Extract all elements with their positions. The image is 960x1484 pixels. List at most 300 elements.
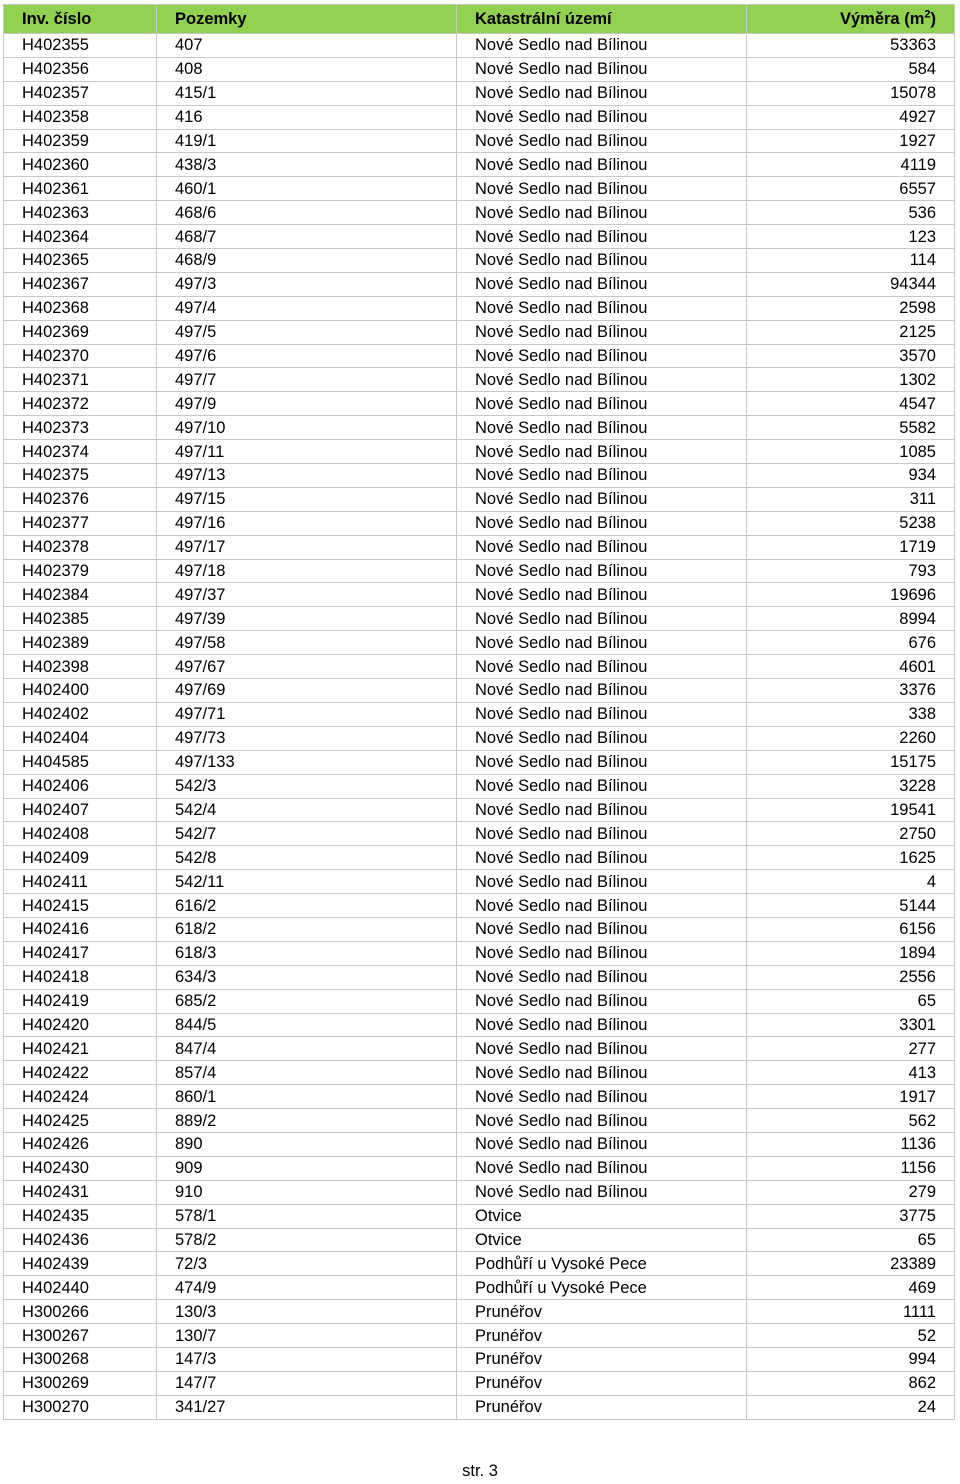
cell-katastralni-uzemi: Nové Sedlo nad Bílinou bbox=[457, 774, 747, 798]
cell-vymera: 123 bbox=[747, 225, 955, 249]
cell-katastralni-uzemi: Nové Sedlo nad Bílinou bbox=[457, 225, 747, 249]
table-row bbox=[4, 105, 955, 129]
cell-vymera: 994 bbox=[747, 1347, 955, 1371]
cell-katastralni-uzemi: Nové Sedlo nad Bílinou bbox=[457, 607, 747, 631]
cell-katastralni-uzemi: Nové Sedlo nad Bílinou bbox=[457, 1061, 747, 1085]
cell-vymera: 469 bbox=[747, 1276, 955, 1300]
cell-pozemky: 497/13 bbox=[157, 464, 457, 488]
cell-katastralni-uzemi: Nové Sedlo nad Bílinou bbox=[457, 320, 747, 344]
header-row bbox=[4, 5, 955, 34]
cell-katastralni-uzemi: Nové Sedlo nad Bílinou bbox=[457, 1013, 747, 1037]
table-row bbox=[4, 774, 955, 798]
table-row bbox=[4, 798, 955, 822]
table-row bbox=[4, 655, 955, 679]
cell-katastralni-uzemi: Nové Sedlo nad Bílinou bbox=[457, 81, 747, 105]
cell-vymera: 15078 bbox=[747, 81, 955, 105]
cell-pozemky: 889/2 bbox=[157, 1109, 457, 1133]
cell-pozemky: 497/9 bbox=[157, 392, 457, 416]
cell-katastralni-uzemi: Nové Sedlo nad Bílinou bbox=[457, 583, 747, 607]
table-row bbox=[4, 1371, 955, 1395]
cell-vymera: 1927 bbox=[747, 129, 955, 153]
table-row bbox=[4, 1180, 955, 1204]
cell-katastralni-uzemi: Nové Sedlo nad Bílinou bbox=[457, 487, 747, 511]
table-row bbox=[4, 129, 955, 153]
cell-pozemky: 497/11 bbox=[157, 440, 457, 464]
table-row bbox=[4, 535, 955, 559]
cell-inv-cislo: H402389 bbox=[4, 631, 157, 655]
cell-katastralni-uzemi: Nové Sedlo nad Bílinou bbox=[457, 726, 747, 750]
table-row bbox=[4, 153, 955, 177]
cell-pozemky: 497/15 bbox=[157, 487, 457, 511]
cell-vymera: 2260 bbox=[747, 726, 955, 750]
cell-inv-cislo: H402373 bbox=[4, 416, 157, 440]
cell-vymera: 52 bbox=[747, 1324, 955, 1348]
table-row bbox=[4, 296, 955, 320]
cell-inv-cislo: H402370 bbox=[4, 344, 157, 368]
cell-inv-cislo: H402376 bbox=[4, 487, 157, 511]
cell-vymera: 15175 bbox=[747, 750, 955, 774]
cell-katastralni-uzemi: Nové Sedlo nad Bílinou bbox=[457, 34, 747, 58]
cell-inv-cislo: H402407 bbox=[4, 798, 157, 822]
table-row bbox=[4, 750, 955, 774]
table-row bbox=[4, 81, 955, 105]
table-row bbox=[4, 487, 955, 511]
table-row bbox=[4, 1085, 955, 1109]
table-row bbox=[4, 1228, 955, 1252]
cell-pozemky: 72/3 bbox=[157, 1252, 457, 1276]
table-row bbox=[4, 511, 955, 535]
cell-inv-cislo: H402418 bbox=[4, 965, 157, 989]
cell-vymera: 793 bbox=[747, 559, 955, 583]
cell-vymera: 8994 bbox=[747, 607, 955, 631]
table-row bbox=[4, 1132, 955, 1156]
cell-pozemky: 890 bbox=[157, 1132, 457, 1156]
cell-pozemky: 415/1 bbox=[157, 81, 457, 105]
cell-vymera: 676 bbox=[747, 631, 955, 655]
table-row bbox=[4, 368, 955, 392]
cell-pozemky: 474/9 bbox=[157, 1276, 457, 1300]
cell-katastralni-uzemi: Nové Sedlo nad Bílinou bbox=[457, 368, 747, 392]
table-row bbox=[4, 320, 955, 344]
cell-vymera: 65 bbox=[747, 1228, 955, 1252]
cell-vymera: 1917 bbox=[747, 1085, 955, 1109]
cell-inv-cislo: H402435 bbox=[4, 1204, 157, 1228]
cell-pozemky: 497/7 bbox=[157, 368, 457, 392]
cell-inv-cislo: H402425 bbox=[4, 1109, 157, 1133]
table-row bbox=[4, 607, 955, 631]
table-row bbox=[4, 440, 955, 464]
cell-inv-cislo: H402411 bbox=[4, 870, 157, 894]
cell-katastralni-uzemi: Nové Sedlo nad Bílinou bbox=[457, 392, 747, 416]
cell-vymera: 562 bbox=[747, 1109, 955, 1133]
cell-inv-cislo: H402431 bbox=[4, 1180, 157, 1204]
cell-pozemky: 468/6 bbox=[157, 201, 457, 225]
cell-pozemky: 497/5 bbox=[157, 320, 457, 344]
table-row bbox=[4, 1395, 955, 1419]
cell-pozemky: 542/8 bbox=[157, 846, 457, 870]
cell-inv-cislo: H402358 bbox=[4, 105, 157, 129]
page-number: str. 3 bbox=[462, 1462, 498, 1480]
table-row bbox=[4, 272, 955, 296]
cell-vymera: 19696 bbox=[747, 583, 955, 607]
table-row bbox=[4, 1037, 955, 1061]
cell-inv-cislo: H402439 bbox=[4, 1252, 157, 1276]
cell-inv-cislo: H402360 bbox=[4, 153, 157, 177]
table-row bbox=[4, 1109, 955, 1133]
cell-katastralni-uzemi: Nové Sedlo nad Bílinou bbox=[457, 989, 747, 1013]
cell-inv-cislo: H402417 bbox=[4, 941, 157, 965]
cell-inv-cislo: H402404 bbox=[4, 726, 157, 750]
cell-vymera: 2556 bbox=[747, 965, 955, 989]
cell-pozemky: 618/2 bbox=[157, 917, 457, 941]
cell-pozemky: 844/5 bbox=[157, 1013, 457, 1037]
cell-katastralni-uzemi: Nové Sedlo nad Bílinou bbox=[457, 894, 747, 918]
table-row bbox=[4, 989, 955, 1013]
cell-pozemky: 497/3 bbox=[157, 272, 457, 296]
cell-vymera: 3570 bbox=[747, 344, 955, 368]
cell-inv-cislo: H402361 bbox=[4, 177, 157, 201]
cell-inv-cislo: H402355 bbox=[4, 34, 157, 58]
cell-pozemky: 616/2 bbox=[157, 894, 457, 918]
table-row bbox=[4, 177, 955, 201]
cell-vymera: 4601 bbox=[747, 655, 955, 679]
cell-pozemky: 468/7 bbox=[157, 225, 457, 249]
cell-inv-cislo: H404585 bbox=[4, 750, 157, 774]
cell-vymera: 5582 bbox=[747, 416, 955, 440]
cell-katastralni-uzemi: Nové Sedlo nad Bílinou bbox=[457, 416, 747, 440]
cell-inv-cislo: H402398 bbox=[4, 655, 157, 679]
cell-katastralni-uzemi: Nové Sedlo nad Bílinou bbox=[457, 631, 747, 655]
cell-inv-cislo: H402419 bbox=[4, 989, 157, 1013]
cell-pozemky: 147/7 bbox=[157, 1371, 457, 1395]
header-vymera-close: ) bbox=[930, 9, 936, 28]
cell-inv-cislo: H402421 bbox=[4, 1037, 157, 1061]
cell-pozemky: 438/3 bbox=[157, 153, 457, 177]
table-row bbox=[4, 702, 955, 726]
table-row bbox=[4, 464, 955, 488]
cell-vymera: 413 bbox=[747, 1061, 955, 1085]
cell-katastralni-uzemi: Nové Sedlo nad Bílinou bbox=[457, 344, 747, 368]
table-row bbox=[4, 201, 955, 225]
cell-katastralni-uzemi: Nové Sedlo nad Bílinou bbox=[457, 272, 747, 296]
table-row bbox=[4, 1324, 955, 1348]
cell-inv-cislo: H402430 bbox=[4, 1156, 157, 1180]
cell-vymera: 3228 bbox=[747, 774, 955, 798]
cell-inv-cislo: H402384 bbox=[4, 583, 157, 607]
cell-katastralni-uzemi: Podhůří u Vysoké Pece bbox=[457, 1276, 747, 1300]
cell-pozemky: 542/4 bbox=[157, 798, 457, 822]
cell-pozemky: 147/3 bbox=[157, 1347, 457, 1371]
cell-pozemky: 578/2 bbox=[157, 1228, 457, 1252]
cell-vymera: 4 bbox=[747, 870, 955, 894]
cell-vymera: 24 bbox=[747, 1395, 955, 1419]
header-vymera bbox=[747, 5, 955, 34]
cell-katastralni-uzemi: Podhůří u Vysoké Pece bbox=[457, 1252, 747, 1276]
cell-vymera: 19541 bbox=[747, 798, 955, 822]
header-katastralni-uzemi: Katastrální území bbox=[457, 5, 747, 34]
cell-katastralni-uzemi: Nové Sedlo nad Bílinou bbox=[457, 153, 747, 177]
cell-vymera: 53363 bbox=[747, 34, 955, 58]
cell-pozemky: 497/58 bbox=[157, 631, 457, 655]
cell-pozemky: 578/1 bbox=[157, 1204, 457, 1228]
cell-pozemky: 497/10 bbox=[157, 416, 457, 440]
cell-vymera: 277 bbox=[747, 1037, 955, 1061]
cell-vymera: 5144 bbox=[747, 894, 955, 918]
cell-pozemky: 468/9 bbox=[157, 249, 457, 273]
cell-katastralni-uzemi: Nové Sedlo nad Bílinou bbox=[457, 1085, 747, 1109]
cell-inv-cislo: H402426 bbox=[4, 1132, 157, 1156]
cell-katastralni-uzemi: Nové Sedlo nad Bílinou bbox=[457, 822, 747, 846]
cell-katastralni-uzemi: Nové Sedlo nad Bílinou bbox=[457, 296, 747, 320]
cell-katastralni-uzemi: Prunéřov bbox=[457, 1371, 747, 1395]
cell-katastralni-uzemi: Nové Sedlo nad Bílinou bbox=[457, 440, 747, 464]
cell-katastralni-uzemi: Prunéřov bbox=[457, 1347, 747, 1371]
cell-vymera: 1625 bbox=[747, 846, 955, 870]
table-row bbox=[4, 34, 955, 58]
cell-pozemky: 497/71 bbox=[157, 702, 457, 726]
cell-pozemky: 542/3 bbox=[157, 774, 457, 798]
cell-inv-cislo: H402402 bbox=[4, 702, 157, 726]
cell-vymera: 1719 bbox=[747, 535, 955, 559]
cell-vymera: 862 bbox=[747, 1371, 955, 1395]
table-row bbox=[4, 57, 955, 81]
cell-katastralni-uzemi: Nové Sedlo nad Bílinou bbox=[457, 655, 747, 679]
table-row bbox=[4, 1061, 955, 1085]
cell-vymera: 536 bbox=[747, 201, 955, 225]
cell-inv-cislo: H402357 bbox=[4, 81, 157, 105]
cell-katastralni-uzemi: Otvice bbox=[457, 1228, 747, 1252]
cell-pozemky: 407 bbox=[157, 34, 457, 58]
cell-vymera: 4547 bbox=[747, 392, 955, 416]
cell-vymera: 4927 bbox=[747, 105, 955, 129]
cell-vymera: 1136 bbox=[747, 1132, 955, 1156]
cell-katastralni-uzemi: Nové Sedlo nad Bílinou bbox=[457, 965, 747, 989]
cell-pozemky: 130/3 bbox=[157, 1300, 457, 1324]
header-inv-cislo: Inv. číslo bbox=[4, 5, 157, 34]
cell-inv-cislo: H402416 bbox=[4, 917, 157, 941]
cell-katastralni-uzemi: Nové Sedlo nad Bílinou bbox=[457, 1037, 747, 1061]
cell-vymera: 1085 bbox=[747, 440, 955, 464]
cell-katastralni-uzemi: Nové Sedlo nad Bílinou bbox=[457, 679, 747, 703]
cell-pozemky: 542/11 bbox=[157, 870, 457, 894]
cell-vymera: 114 bbox=[747, 249, 955, 273]
table-row bbox=[4, 392, 955, 416]
cell-inv-cislo: H402420 bbox=[4, 1013, 157, 1037]
cell-katastralni-uzemi: Nové Sedlo nad Bílinou bbox=[457, 941, 747, 965]
cell-pozemky: 497/67 bbox=[157, 655, 457, 679]
cell-pozemky: 909 bbox=[157, 1156, 457, 1180]
cell-katastralni-uzemi: Nové Sedlo nad Bílinou bbox=[457, 129, 747, 153]
cell-vymera: 1156 bbox=[747, 1156, 955, 1180]
table-row bbox=[4, 1204, 955, 1228]
cell-pozemky: 497/133 bbox=[157, 750, 457, 774]
cell-katastralni-uzemi: Nové Sedlo nad Bílinou bbox=[457, 177, 747, 201]
cell-inv-cislo: H402436 bbox=[4, 1228, 157, 1252]
cell-vymera: 6557 bbox=[747, 177, 955, 201]
cell-vymera: 584 bbox=[747, 57, 955, 81]
cell-vymera: 3775 bbox=[747, 1204, 955, 1228]
cell-vymera: 2125 bbox=[747, 320, 955, 344]
table-row bbox=[4, 870, 955, 894]
cell-katastralni-uzemi: Prunéřov bbox=[457, 1395, 747, 1419]
cell-katastralni-uzemi: Nové Sedlo nad Bílinou bbox=[457, 917, 747, 941]
cell-pozemky: 341/27 bbox=[157, 1395, 457, 1419]
table-row bbox=[4, 631, 955, 655]
cell-pozemky: 497/37 bbox=[157, 583, 457, 607]
cell-vymera: 279 bbox=[747, 1180, 955, 1204]
table-row bbox=[4, 1276, 955, 1300]
cell-vymera: 934 bbox=[747, 464, 955, 488]
cell-katastralni-uzemi: Nové Sedlo nad Bílinou bbox=[457, 870, 747, 894]
cell-inv-cislo: H402368 bbox=[4, 296, 157, 320]
header-vymera-label: Výměra (m bbox=[839, 9, 925, 28]
table-row bbox=[4, 894, 955, 918]
cell-pozemky: 497/16 bbox=[157, 511, 457, 535]
cell-katastralni-uzemi: Nové Sedlo nad Bílinou bbox=[457, 846, 747, 870]
cell-vymera: 1111 bbox=[747, 1300, 955, 1324]
table-row bbox=[4, 416, 955, 440]
cell-inv-cislo: H402408 bbox=[4, 822, 157, 846]
cell-katastralni-uzemi: Otvice bbox=[457, 1204, 747, 1228]
cell-vymera: 5238 bbox=[747, 511, 955, 535]
cell-pozemky: 419/1 bbox=[157, 129, 457, 153]
table-row bbox=[4, 965, 955, 989]
cell-inv-cislo: H402371 bbox=[4, 368, 157, 392]
cell-katastralni-uzemi: Nové Sedlo nad Bílinou bbox=[457, 559, 747, 583]
cell-vymera: 1302 bbox=[747, 368, 955, 392]
cell-inv-cislo: H402372 bbox=[4, 392, 157, 416]
cell-inv-cislo: H402422 bbox=[4, 1061, 157, 1085]
table-header bbox=[4, 5, 955, 34]
cell-inv-cislo: H402440 bbox=[4, 1276, 157, 1300]
cell-inv-cislo: H300266 bbox=[4, 1300, 157, 1324]
cell-katastralni-uzemi: Nové Sedlo nad Bílinou bbox=[457, 511, 747, 535]
cell-inv-cislo: H402365 bbox=[4, 249, 157, 273]
cell-vymera: 6156 bbox=[747, 917, 955, 941]
cell-inv-cislo: H402356 bbox=[4, 57, 157, 81]
cell-katastralni-uzemi: Nové Sedlo nad Bílinou bbox=[457, 1109, 747, 1133]
cell-inv-cislo: H300269 bbox=[4, 1371, 157, 1395]
cell-pozemky: 460/1 bbox=[157, 177, 457, 201]
table-row bbox=[4, 1013, 955, 1037]
cell-katastralni-uzemi: Nové Sedlo nad Bílinou bbox=[457, 1132, 747, 1156]
table-row bbox=[4, 1156, 955, 1180]
cell-inv-cislo: H402415 bbox=[4, 894, 157, 918]
cell-katastralni-uzemi: Nové Sedlo nad Bílinou bbox=[457, 249, 747, 273]
table-row bbox=[4, 917, 955, 941]
cell-inv-cislo: H402379 bbox=[4, 559, 157, 583]
cell-pozemky: 497/6 bbox=[157, 344, 457, 368]
table-row bbox=[4, 726, 955, 750]
cell-inv-cislo: H300267 bbox=[4, 1324, 157, 1348]
cell-inv-cislo: H402364 bbox=[4, 225, 157, 249]
cell-katastralni-uzemi: Nové Sedlo nad Bílinou bbox=[457, 1156, 747, 1180]
table-row bbox=[4, 822, 955, 846]
cell-pozemky: 497/69 bbox=[157, 679, 457, 703]
cell-inv-cislo: H402377 bbox=[4, 511, 157, 535]
table-row bbox=[4, 559, 955, 583]
cell-pozemky: 542/7 bbox=[157, 822, 457, 846]
table-row bbox=[4, 679, 955, 703]
cell-inv-cislo: H402359 bbox=[4, 129, 157, 153]
cell-pozemky: 860/1 bbox=[157, 1085, 457, 1109]
cell-pozemky: 910 bbox=[157, 1180, 457, 1204]
table-body bbox=[4, 34, 955, 1420]
cell-katastralni-uzemi: Nové Sedlo nad Bílinou bbox=[457, 105, 747, 129]
cell-pozemky: 847/4 bbox=[157, 1037, 457, 1061]
cell-katastralni-uzemi: Nové Sedlo nad Bílinou bbox=[457, 702, 747, 726]
table-row bbox=[4, 1347, 955, 1371]
cell-katastralni-uzemi: Nové Sedlo nad Bílinou bbox=[457, 535, 747, 559]
cell-katastralni-uzemi: Nové Sedlo nad Bílinou bbox=[457, 1180, 747, 1204]
cell-katastralni-uzemi: Prunéřov bbox=[457, 1300, 747, 1324]
cell-pozemky: 857/4 bbox=[157, 1061, 457, 1085]
table-row bbox=[4, 583, 955, 607]
cell-inv-cislo: H402375 bbox=[4, 464, 157, 488]
cell-inv-cislo: H300268 bbox=[4, 1347, 157, 1371]
cell-pozemky: 497/4 bbox=[157, 296, 457, 320]
cell-pozemky: 618/3 bbox=[157, 941, 457, 965]
table-row bbox=[4, 1300, 955, 1324]
cell-vymera: 4119 bbox=[747, 153, 955, 177]
cell-inv-cislo: H402378 bbox=[4, 535, 157, 559]
cell-pozemky: 497/39 bbox=[157, 607, 457, 631]
cell-inv-cislo: H402369 bbox=[4, 320, 157, 344]
cell-pozemky: 685/2 bbox=[157, 989, 457, 1013]
cell-vymera: 3376 bbox=[747, 679, 955, 703]
cell-vymera: 94344 bbox=[747, 272, 955, 296]
cell-pozemky: 130/7 bbox=[157, 1324, 457, 1348]
table-row bbox=[4, 941, 955, 965]
table-row bbox=[4, 225, 955, 249]
cell-inv-cislo: H402424 bbox=[4, 1085, 157, 1109]
table-row bbox=[4, 1252, 955, 1276]
header-vymera-exponent: 2 bbox=[924, 8, 931, 20]
cell-pozemky: 416 bbox=[157, 105, 457, 129]
cell-pozemky: 497/73 bbox=[157, 726, 457, 750]
cell-pozemky: 408 bbox=[157, 57, 457, 81]
cell-katastralni-uzemi: Nové Sedlo nad Bílinou bbox=[457, 798, 747, 822]
cell-inv-cislo: H402409 bbox=[4, 846, 157, 870]
cell-inv-cislo: H402406 bbox=[4, 774, 157, 798]
cell-inv-cislo: H402363 bbox=[4, 201, 157, 225]
cell-vymera: 1894 bbox=[747, 941, 955, 965]
land-table bbox=[3, 4, 955, 1420]
cell-inv-cislo: H402374 bbox=[4, 440, 157, 464]
cell-inv-cislo: H402367 bbox=[4, 272, 157, 296]
cell-vymera: 2598 bbox=[747, 296, 955, 320]
cell-vymera: 23389 bbox=[747, 1252, 955, 1276]
cell-vymera: 338 bbox=[747, 702, 955, 726]
header-pozemky: Pozemky bbox=[157, 5, 457, 34]
cell-pozemky: 634/3 bbox=[157, 965, 457, 989]
cell-katastralni-uzemi: Nové Sedlo nad Bílinou bbox=[457, 201, 747, 225]
cell-pozemky: 497/17 bbox=[157, 535, 457, 559]
cell-katastralni-uzemi: Nové Sedlo nad Bílinou bbox=[457, 464, 747, 488]
cell-vymera: 2750 bbox=[747, 822, 955, 846]
cell-vymera: 311 bbox=[747, 487, 955, 511]
cell-pozemky: 497/18 bbox=[157, 559, 457, 583]
cell-katastralni-uzemi: Prunéřov bbox=[457, 1324, 747, 1348]
cell-inv-cislo: H402400 bbox=[4, 679, 157, 703]
table-row bbox=[4, 249, 955, 273]
cell-vymera: 3301 bbox=[747, 1013, 955, 1037]
cell-katastralni-uzemi: Nové Sedlo nad Bílinou bbox=[457, 57, 747, 81]
cell-inv-cislo: H402385 bbox=[4, 607, 157, 631]
table-row bbox=[4, 846, 955, 870]
cell-inv-cislo: H300270 bbox=[4, 1395, 157, 1419]
table-row bbox=[4, 344, 955, 368]
